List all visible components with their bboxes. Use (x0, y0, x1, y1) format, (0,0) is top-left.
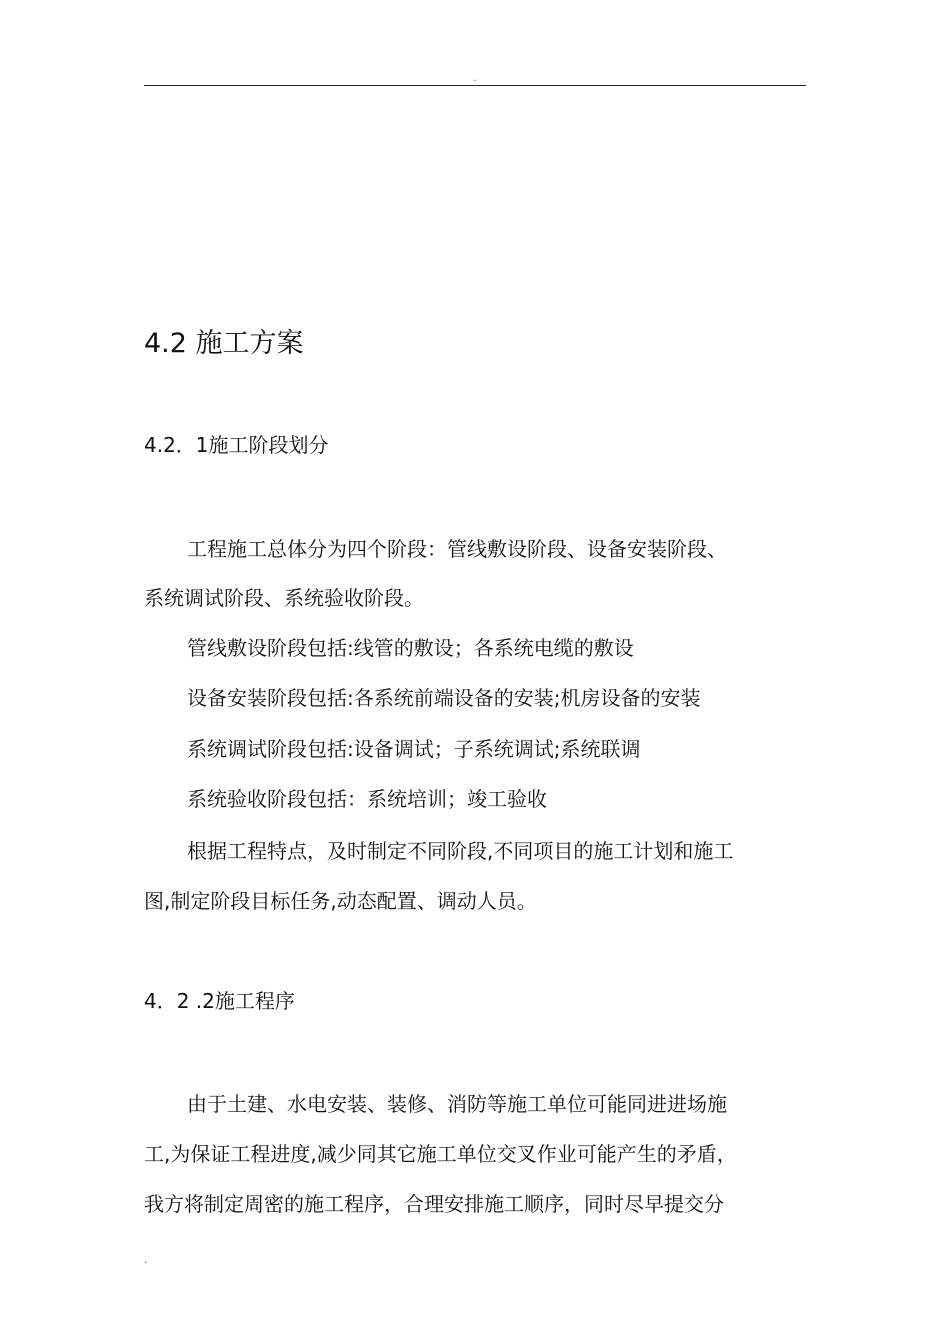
paragraph-line: 设备安装阶段包括:各系统前端设备的安装;机房设备的安装 (187, 686, 701, 710)
paragraph-line: 图,制定阶段目标任务,动态配置、调动人员。 (144, 889, 537, 913)
subsection-heading-stages: 4.2．1施工阶段划分 (144, 433, 329, 457)
paragraph-line: 系统调试阶段包括:设备调试；子系统调试;系统联调 (187, 737, 641, 761)
paragraph-line: 系统调试阶段、系统验收阶段。 (144, 586, 424, 610)
subsection-heading-procedure: 4．2 .2施工程序 (144, 989, 295, 1013)
header-mark: . (473, 73, 477, 84)
section-heading: 4.2 施工方案 (144, 328, 304, 359)
header-rule (144, 85, 806, 86)
paragraph-line: 系统验收阶段包括：系统培训；竣工验收 (187, 787, 547, 811)
paragraph-line: 工程施工总体分为四个阶段：管线敷设阶段、设备安装阶段、 (187, 537, 727, 561)
paragraph-line: 我方将制定周密的施工程序，合理安排施工顺序，同时尽早提交分 (144, 1192, 724, 1216)
paragraph-line: 由于土建、水电安装、装修、消防等施工单位可能同进进场施 (187, 1092, 727, 1116)
paragraph-line: 管线敷设阶段包括:线管的敷设；各系统电缆的敷设 (187, 636, 634, 660)
footer-mark: . (144, 1255, 148, 1266)
paragraph-line: 根据工程特点，及时制定不同阶段,不同项目的施工计划和施工 (187, 839, 734, 863)
paragraph-line: 工,为保证工程进度,减少同其它施工单位交叉作业可能产生的矛盾， (144, 1142, 737, 1166)
